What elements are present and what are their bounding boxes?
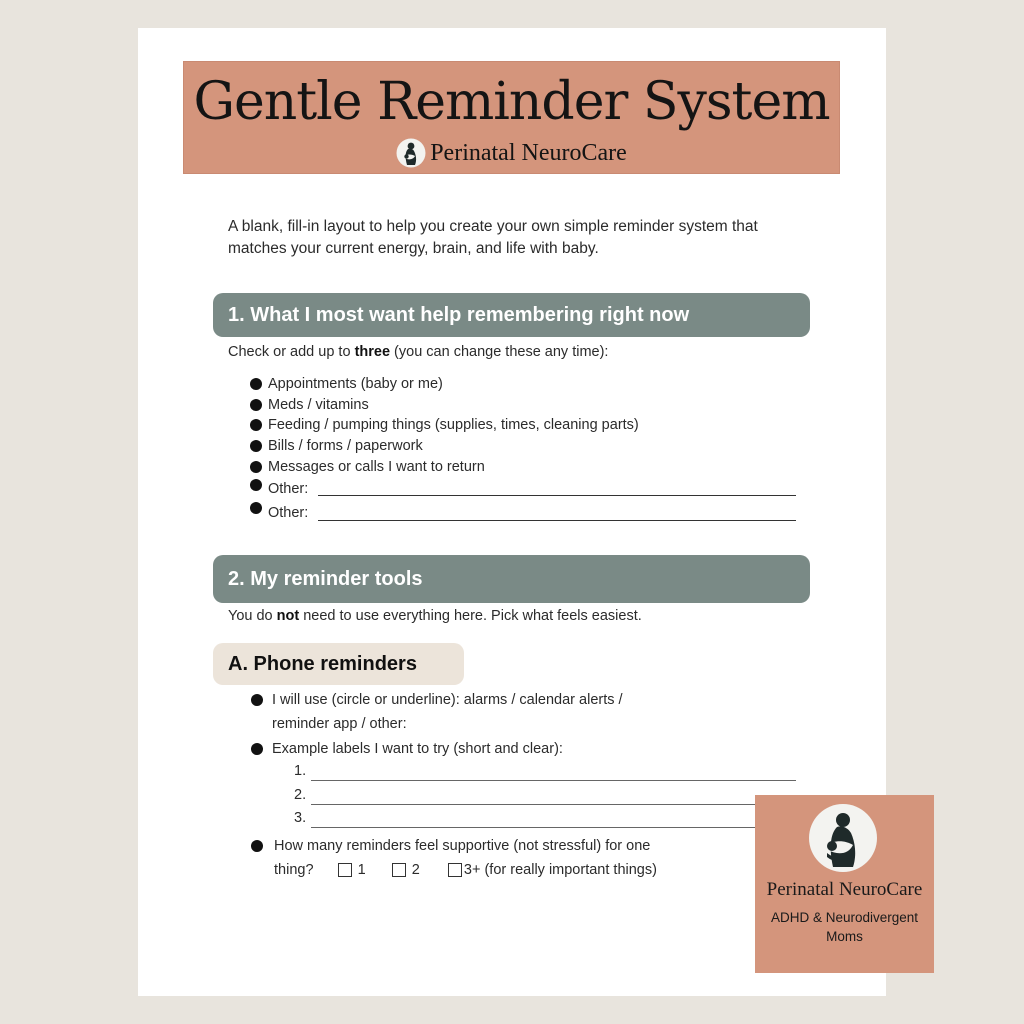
list-item-other[interactable]: Other: — [250, 500, 639, 523]
bullet-icon — [251, 840, 263, 852]
badge-brand-name: Perinatal NeuroCare — [766, 879, 923, 900]
label-number-1: 1. — [294, 763, 307, 779]
mother-holding-baby-icon — [808, 803, 878, 873]
option-1[interactable]: 1 — [338, 862, 366, 878]
other-fill-line-1[interactable] — [318, 495, 796, 496]
brand-row — [184, 136, 839, 170]
badge-tagline: ADHD & Neurodivergent Moms — [770, 910, 919, 944]
label-fill-line-1[interactable] — [311, 780, 796, 781]
list-item[interactable]: Bills / forms / paperwork — [250, 436, 639, 457]
list-item[interactable]: Messages or calls I want to return — [250, 457, 639, 478]
bullet-icon — [250, 378, 262, 390]
list-item[interactable]: Appointments (baby or me) — [250, 374, 639, 395]
bullet-icon — [250, 440, 262, 452]
list-item[interactable]: Feeding / pumping things (supplies, times, cleaning parts) — [250, 415, 639, 436]
title-banner — [183, 61, 840, 174]
section-1-title: 1. What I most want help remembering right now — [228, 303, 690, 326]
mother-holding-baby-icon — [396, 138, 426, 168]
emphasis-not: not — [276, 608, 300, 624]
brand-badge — [755, 795, 934, 973]
count-bullet: How many reminders feel supportive (not stressful) for one thing? 1 2 3+ (for really important things) — [274, 834, 657, 882]
checkbox-icon[interactable] — [392, 863, 406, 877]
section-1-instructions: Check or add up to three (you can change these any time): — [228, 344, 609, 360]
list-item-other[interactable]: Other: — [250, 477, 639, 500]
emphasis-three: three — [354, 344, 391, 360]
section-2-header — [213, 555, 810, 603]
count-options-row: thing? 1 2 3+ (for really important things) — [274, 862, 657, 878]
label-fill-line-3[interactable] — [311, 827, 755, 828]
checkbox-icon[interactable] — [448, 863, 462, 877]
bullet-icon — [251, 743, 263, 755]
bullet-icon — [250, 502, 262, 514]
section-2-title: 2. My reminder tools — [228, 567, 423, 590]
list-item[interactable]: Meds / vitamins — [250, 395, 639, 416]
phone-reminders-header: A. Phone reminders — [213, 643, 464, 685]
bullet-icon — [250, 419, 262, 431]
label-number-3: 3. — [294, 810, 307, 826]
checkbox-icon[interactable] — [338, 863, 352, 877]
section-2-instructions: You do not need to use everything here. Pick what feels easiest. — [228, 608, 642, 624]
bullet-icon — [250, 479, 262, 491]
bullet-icon — [251, 694, 263, 706]
label-number-2: 2. — [294, 787, 307, 803]
remember-list — [250, 374, 639, 523]
option-2[interactable]: 2 — [392, 862, 420, 878]
bullet-icon — [250, 461, 262, 473]
labels-bullet: Example labels I want to try (short and clear): — [272, 737, 563, 761]
brand-name: Perinatal NeuroCare — [430, 139, 627, 166]
page-title: Gentle Reminder System — [193, 72, 830, 132]
option-3plus[interactable]: 3+ (for really important things) — [448, 862, 657, 878]
intro-text: A blank, fill-in layout to help you create your own simple reminder system that matches your current energy, brain, and life with baby. — [228, 218, 758, 257]
bullet-icon — [250, 399, 262, 411]
other-fill-line-2[interactable] — [318, 520, 796, 521]
tools-bullet: I will use (circle or underline): alarms / calendar alerts / reminder app / other: — [272, 688, 623, 736]
section-1-header — [213, 293, 810, 337]
label-fill-line-2[interactable] — [311, 804, 755, 805]
